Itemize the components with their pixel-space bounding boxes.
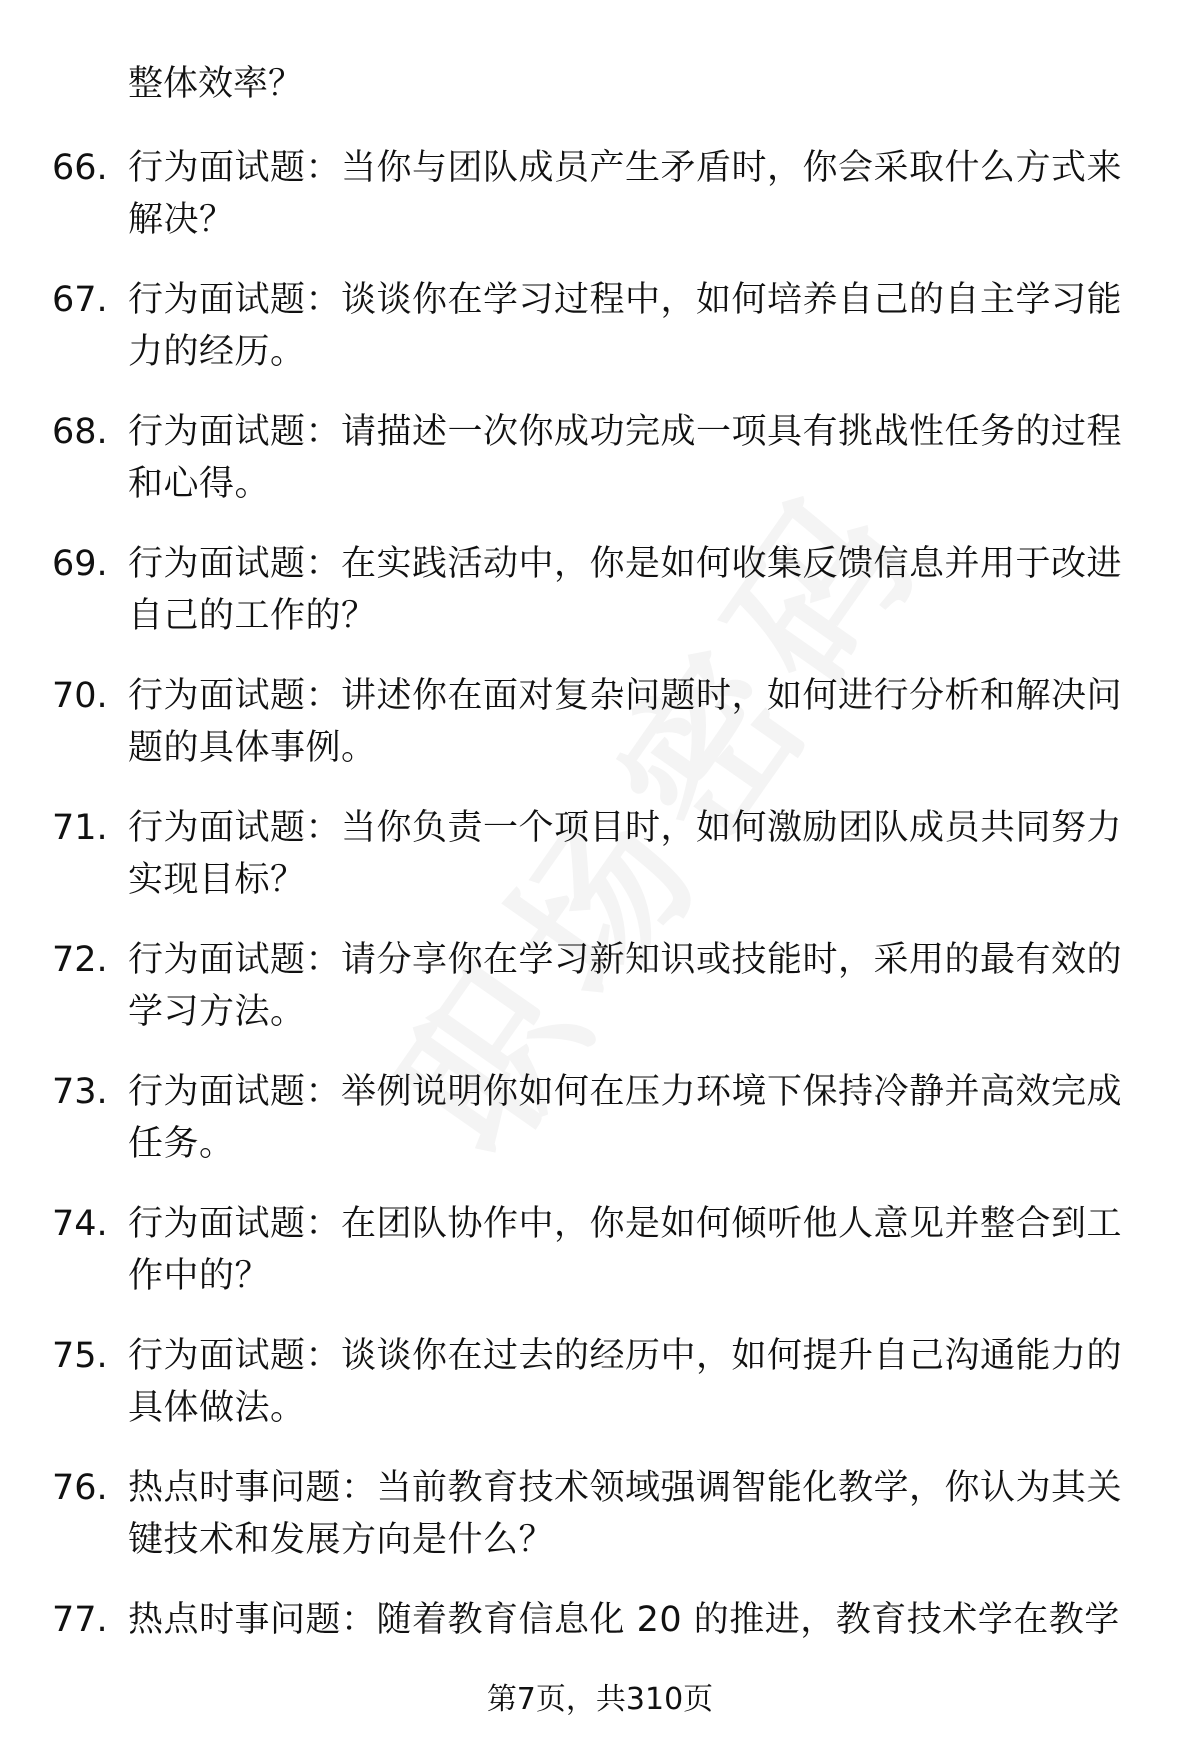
question-text: 行为面试题：当你与团队成员产生矛盾时，你会采取什么方式来解决？	[128, 148, 1123, 240]
question-text: 行为面试题：请分享你在学习新知识或技能时，采用的最有效的学习方法。	[128, 940, 1123, 1032]
question-text: 行为面试题：谈谈你在过去的经历中，如何提升自己沟通能力的具体做法。	[128, 1336, 1123, 1428]
question-number: 71.	[52, 808, 108, 848]
question-number: 72.	[52, 940, 108, 980]
list-item	[0, 1462, 1200, 1594]
list-item	[0, 538, 1200, 670]
question-number: 69.	[52, 544, 108, 584]
question-text: 行为面试题：谈谈你在学习过程中，如何培养自己的自主学习能力的经历。	[128, 280, 1123, 372]
question-number: 74.	[52, 1204, 108, 1244]
list-item	[0, 934, 1200, 1066]
question-number: 75.	[52, 1336, 108, 1376]
question-text: 热点时事问题：随着教育信息化 20 的推进，教育技术学在教学	[128, 1600, 1120, 1640]
question-text: 行为面试题：在实践活动中，你是如何收集反馈信息并用于改进自己的工作的？	[128, 544, 1123, 636]
continuation-text: 整体效率？	[128, 64, 304, 104]
question-text: 行为面试题：举例说明你如何在压力环境下保持冷静并高效完成任务。	[128, 1072, 1123, 1164]
question-number: 66.	[52, 148, 108, 188]
question-number: 76.	[52, 1468, 108, 1508]
list-item	[0, 1330, 1200, 1462]
question-text: 行为面试题：当你负责一个项目时，如何激励团队成员共同努力实现目标？	[128, 808, 1123, 900]
question-number: 73.	[52, 1072, 108, 1112]
list-item	[0, 406, 1200, 538]
list-item	[0, 1198, 1200, 1330]
list-item	[0, 1066, 1200, 1198]
list-item	[0, 142, 1200, 274]
question-text: 行为面试题：请描述一次你成功完成一项具有挑战性任务的过程和心得。	[128, 412, 1123, 504]
list-item	[0, 670, 1200, 802]
question-number: 77.	[52, 1600, 108, 1640]
question-text: 热点时事问题：当前教育技术领域强调智能化教学，你认为其关键技术和发展方向是什么？	[128, 1468, 1123, 1560]
question-number: 68.	[52, 412, 108, 452]
question-text: 行为面试题：讲述你在面对复杂问题时，如何进行分析和解决问题的具体事例。	[128, 676, 1123, 768]
list-item	[0, 802, 1200, 934]
question-list	[0, 142, 1200, 1726]
question-number: 67.	[52, 280, 108, 320]
question-text: 行为面试题：在团队协作中，你是如何倾听他人意见并整合到工作中的？	[128, 1204, 1123, 1296]
page-footer: 第7页，共310页	[486, 1682, 714, 1717]
list-item	[0, 274, 1200, 406]
question-number: 70.	[52, 676, 108, 716]
